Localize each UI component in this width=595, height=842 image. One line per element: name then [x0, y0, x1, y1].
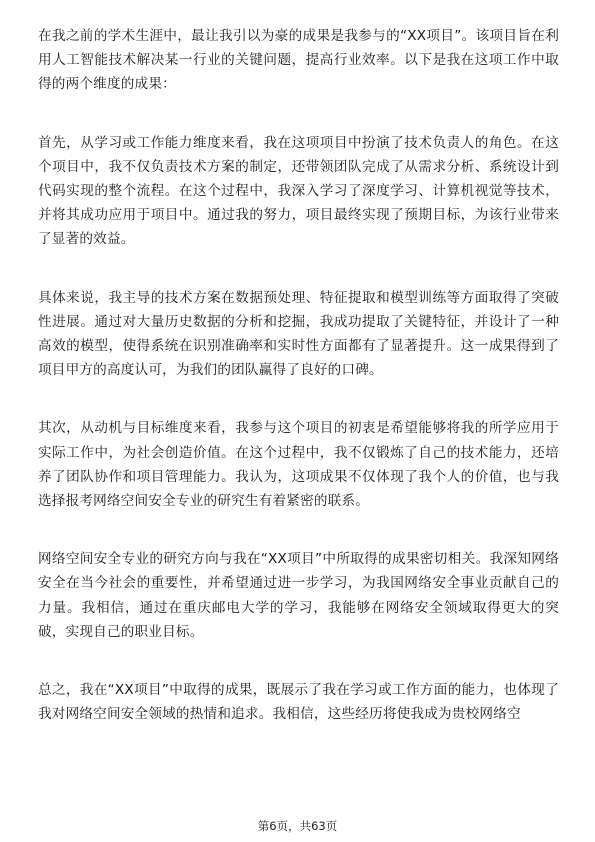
page-number: 第6页，共63页 [257, 819, 338, 833]
paragraph-details: 具体来说，我主导的技术方案在数据预处理、特征提取和模型训练等方面取得了突破性进展。通过对大量历史数据的分析和挖掘，我成功提取了关键特征，并设计了一种高效的模型，使得系统在识别准确率和实时性方面都有了显著提升。这一成果得到了项目甲方的高度认可，为我们的团队赢得了良好的口碑。 [38, 289, 559, 379]
paragraph-intro: 在我之前的学术生涯中，最让我引以为豪的成果是我参与的“XX项目”。该项目旨在利用人工智能技术解决某一行业的关键问题，提高行业效率。以下是我在这项工作中取得的两个维度的成果： [38, 28, 559, 93]
paragraph-ability: 首先，从学习或工作能力维度来看，我在这项项目中扮演了技术负责人的角色。在这个项目中，我不仅负责技术方案的制定，还带领团队完成了从需求分析、系统设计到代码实现的整个流程。在这个过程中，我深入学习了深度学习、计算机视觉等技术，并将其成功应用于项目中。通过我的努力，项目最终实现了预期目标，为该行业带来了显著的效益。 [38, 134, 559, 248]
paragraph-research-direction: 网络空间安全专业的研究方向与我在“XX项目”中所取得的成果密切相关。我深知网络安全在当今社会的重要性，并希望通过进一步学习，为我国网络安全事业贡献自己的力量。我相信，通过在重庆邮电大学的学习，我能够在网络安全领域取得更大的突破，实现自己的职业目标。 [38, 551, 559, 640]
paragraph-conclusion: 总之，我在“XX项目”中取得的成果，既展示了我在学习或工作方面的能力，也体现了我对网络空间安全领域的热情和追求。我相信，这些经历将使我成为贵校网络空 [38, 682, 559, 723]
paragraph-motivation: 其次，从动机与目标维度来看，我参与这个项目的初衷是希望能够将我的所学应用于实际工作中，为社会创造价值。在这个过程中，我不仅锻炼了自己的技术能力，还培养了团队协作和项目管理能力。我认为，这项成果不仅体现了我个人的价值，也与我选择报考网络空间安全专业的研究生有着紧密的联系。 [38, 420, 559, 510]
document-body [38, 24, 559, 760]
